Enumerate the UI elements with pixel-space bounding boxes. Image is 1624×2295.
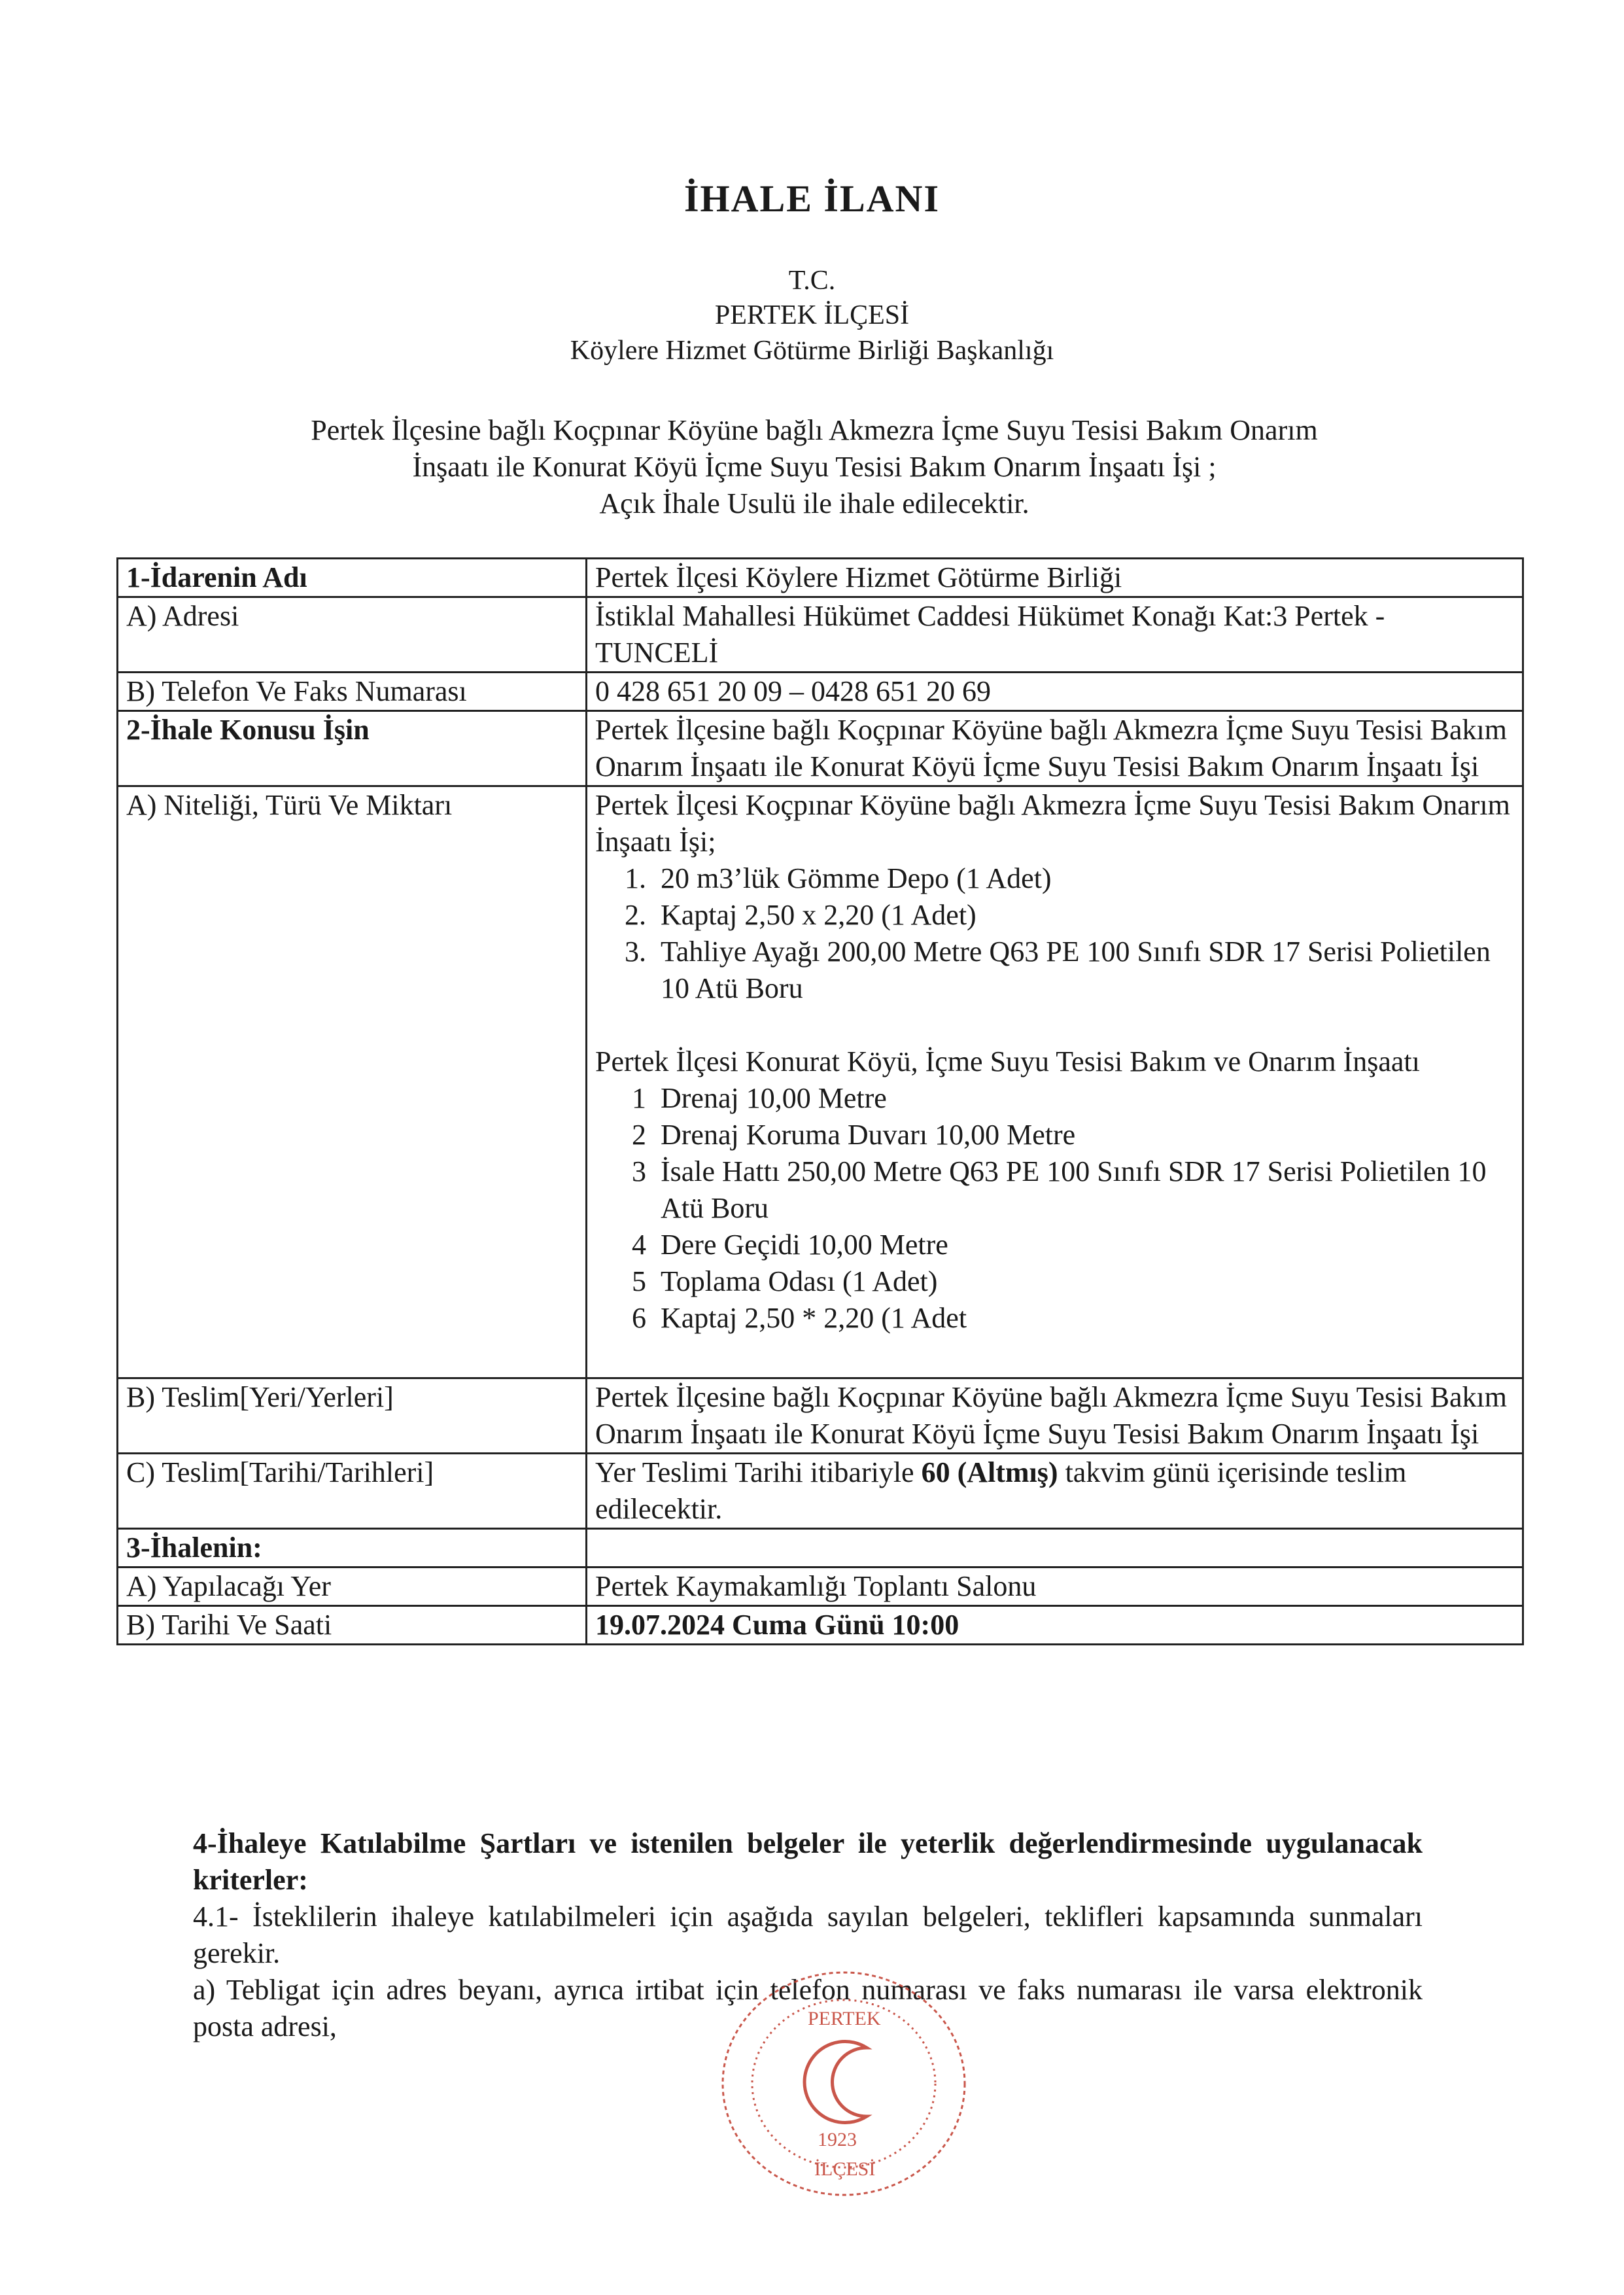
- list-item: [595, 1153, 1514, 1227]
- item-number: 5: [632, 1265, 646, 1297]
- row-label: B) Teslim[Yeri/Yerleri]: [118, 1378, 587, 1454]
- row-value: Pertek İlçesine bağlı Koçpınar Köyüne bağlı Akmezra İçme Suyu Tesisi Bakım Onarım İnşaatı ile Konurat Köyü İçme Suyu Tesisi Bakım Onarım İnşaatı İşi: [587, 711, 1523, 786]
- item-text: 20 m3’lük Gömme Depo (1 Adet): [661, 862, 1052, 894]
- row-label: A) Niteliği, Türü Ve Miktarı: [118, 786, 587, 1378]
- table-row: [118, 1454, 1523, 1529]
- list-item: [595, 1117, 1514, 1153]
- row-value: 19.07.2024 Cuma Günü 10:00: [587, 1606, 1523, 1645]
- row-label: A) Yapılacağı Yer: [118, 1568, 587, 1606]
- list-item: [595, 897, 1514, 934]
- row-label: B) Telefon Ve Faks Numarası: [118, 673, 587, 711]
- table-row: [118, 1529, 1523, 1568]
- seal-top-text: PERTEK: [808, 2008, 881, 2029]
- row-value: Pertek İlçesine bağlı Koçpınar Köyüne bağlı Akmezra İçme Suyu Tesisi Bakım Onarım İnşaatı ile Konurat Köyü İçme Suyu Tesisi Bakım Onarım İnşaatı İşi: [587, 1378, 1523, 1454]
- row-value: Pertek Kaymakamlığı Toplantı Salonu: [587, 1568, 1523, 1606]
- table-row: [118, 673, 1523, 711]
- item-number: 1.: [625, 862, 646, 894]
- item-text: Kaptaj 2,50 * 2,20 (1 Adet: [661, 1302, 967, 1334]
- delivery-text: Yer Teslimi Tarihi itibariyle: [595, 1456, 922, 1488]
- list-item: [595, 1080, 1514, 1117]
- item-number: 4: [632, 1229, 646, 1261]
- table-row: [118, 711, 1523, 786]
- delivery-text: takvim günü içerisinde teslim edilecektir.: [595, 1456, 1407, 1525]
- list-item: [595, 1227, 1514, 1263]
- table-row: [118, 1378, 1523, 1454]
- section-4-heading: 4-İhaleye Katılabilme Şartları ve istenilen belgeler ile yeterlik değerlendirmesinde uygulanacak kriterler:: [193, 1827, 1423, 1896]
- work-heading-akmezra: Pertek İlçesi Koçpınar Köyüne bağlı Akmezra İçme Suyu Tesisi Bakım Onarım İnşaatı İşi;: [595, 789, 1510, 858]
- item-number: 3: [632, 1155, 646, 1187]
- table-row: [118, 1606, 1523, 1645]
- row-label: C) Teslim[Tarihi/Tarihleri]: [118, 1454, 587, 1529]
- item-text: Toplama Odası (1 Adet): [661, 1265, 938, 1297]
- list-item: [595, 860, 1514, 897]
- row-value: [587, 786, 1523, 1378]
- seal-year: 1923: [818, 2129, 857, 2150]
- page-title: İHALE İLANI: [683, 177, 941, 220]
- header-district: PERTEK İLÇESİ: [714, 300, 910, 330]
- row-label: 1-İdarenin Adı: [118, 559, 587, 597]
- list-item: [595, 1300, 1514, 1337]
- row-value: 0 428 651 20 09 – 0428 651 20 69: [587, 673, 1523, 711]
- item-text: Drenaj 10,00 Metre: [661, 1082, 887, 1114]
- work-heading-konurat: Pertek İlçesi Konurat Köyü, İçme Suyu Tesisi Bakım ve Onarım İnşaatı: [595, 1045, 1420, 1077]
- row-label: B) Tarihi Ve Saati: [118, 1606, 587, 1645]
- list-item: [595, 1263, 1514, 1300]
- item-number: 3.: [625, 936, 646, 968]
- item-text: Tahliye Ayağı 200,00 Metre Q63 PE 100 Sınıfı SDR 17 Serisi Polietilen 10 Atü Boru: [661, 936, 1491, 1004]
- table-row: [118, 786, 1523, 1378]
- header-tc: T.C.: [788, 266, 836, 296]
- intro-line: Pertek İlçesine bağlı Koçpınar Köyüne bağlı Akmezra İçme Suyu Tesisi Bakım Onarım: [311, 414, 1318, 446]
- section-4-1: 4.1- İsteklilerin ihaleye katılabilmeleri için aşağıda sayılan belgeleri, teklifleri kapsamında sunmaları gerekir.: [193, 1901, 1423, 1969]
- intro-line: Açık İhale Usulü ile ihale edilecektir.: [599, 487, 1029, 519]
- work-items-akmezra: [595, 860, 1514, 1007]
- list-item: [595, 934, 1514, 1007]
- section-4-a: a) Tebligat için adres beyanı, ayrıca irtibat için telefon numarası ve faks numarası ile varsa elektronik posta adresi,: [193, 1974, 1423, 2042]
- row-value: [587, 1529, 1523, 1568]
- table-row: [118, 597, 1523, 673]
- item-text: İsale Hattı 250,00 Metre Q63 PE 100 Sınıfı SDR 17 Serisi Polietilen 10 Atü Boru: [661, 1155, 1487, 1224]
- row-value: İstiklal Mahallesi Hükümet Caddesi Hükümet Konağı Kat:3 Pertek - TUNCELİ: [587, 597, 1523, 673]
- seal-bottom-text: İLÇESİ: [814, 2158, 876, 2180]
- table-row: [118, 1568, 1523, 1606]
- official-seal: [690, 1950, 997, 2211]
- header-institution: Köylere Hizmet Götürme Birliği Başkanlığı: [570, 336, 1054, 366]
- row-label: A) Adresi: [118, 597, 587, 673]
- delivery-days: 60 (Altmış): [921, 1456, 1058, 1488]
- item-text: Kaptaj 2,50 x 2,20 (1 Adet): [661, 899, 976, 931]
- item-number: 2: [632, 1119, 646, 1151]
- item-text: Drenaj Koruma Duvarı 10,00 Metre: [661, 1119, 1076, 1151]
- row-label: 2-İhale Konusu İşin: [118, 711, 587, 786]
- work-items-konurat: [595, 1080, 1514, 1337]
- row-label: 3-İhalenin:: [118, 1529, 587, 1568]
- item-number: 6: [632, 1302, 646, 1334]
- row-value: [587, 1454, 1523, 1529]
- table-row: [118, 559, 1523, 597]
- intro-line: İnşaatı ile Konurat Köyü İçme Suyu Tesisi Bakım Onarım İnşaatı İşi ;: [412, 451, 1217, 483]
- intro-paragraph: [216, 412, 1413, 522]
- row-value: Pertek İlçesi Köylere Hizmet Götürme Birliği: [587, 559, 1523, 597]
- item-text: Dere Geçidi 10,00 Metre: [661, 1229, 948, 1261]
- tender-info-table: [116, 557, 1524, 1645]
- item-number: 1: [632, 1082, 646, 1114]
- item-number: 2.: [625, 899, 646, 931]
